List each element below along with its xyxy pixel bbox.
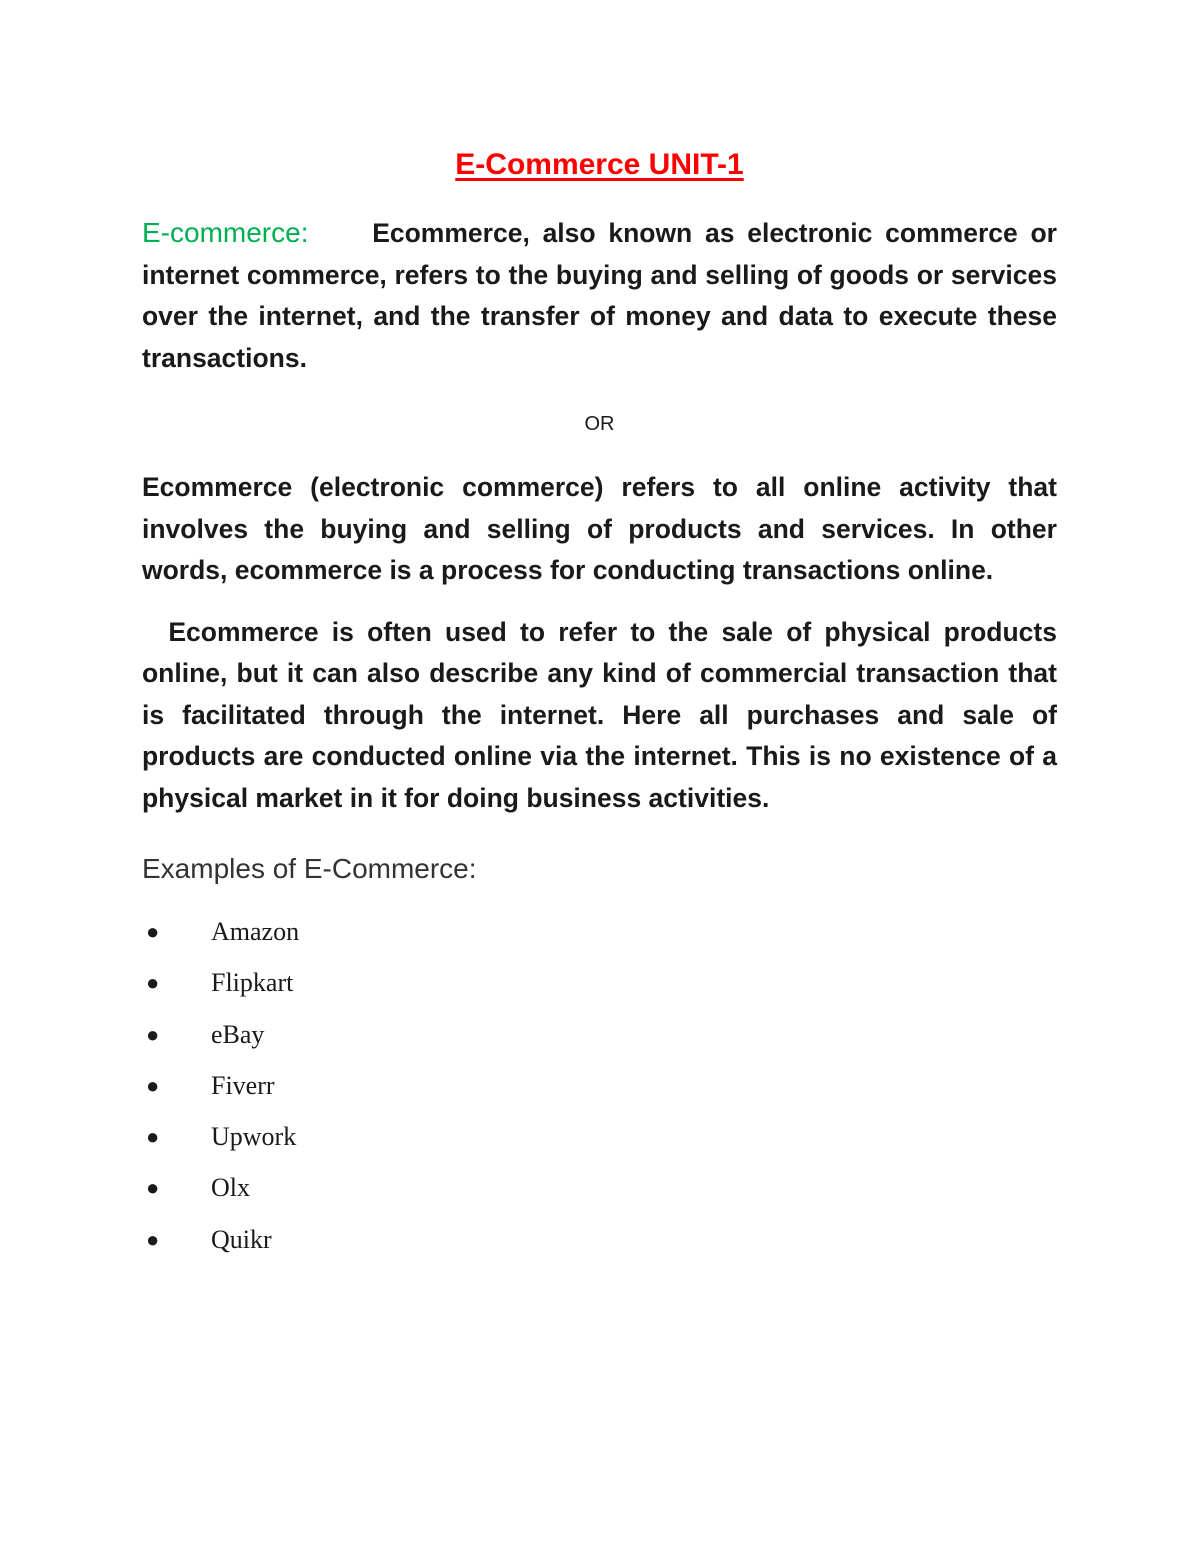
examples-heading: Examples of E-Commerce: — [142, 853, 477, 884]
definition-text: Ecommerce, also known as electronic commerce or internet commerce, refers to the buying and selling of goods or services over the internet, and the transfer of money and data to execute these transactions. — [142, 218, 1057, 373]
paragraph-2: Ecommerce (electronic commerce) refers to all online activity that involves the buying and selling of products and services. In other words, ecommerce is a process for conducting transactions online. — [142, 472, 1057, 585]
list-item: ● Olx — [142, 1171, 1057, 1222]
bullet-icon: ● — [146, 1021, 160, 1047]
bullet-icon: ● — [146, 1072, 160, 1098]
examples-list — [142, 915, 1057, 1274]
bullet-icon: ● — [146, 919, 160, 944]
bullet-icon: ● — [146, 1175, 160, 1201]
paragraph-3 — [142, 612, 1057, 820]
bullet-icon: ● — [146, 1226, 160, 1252]
document-content — [142, 143, 1057, 1274]
list-item: ● Upwork — [142, 1120, 1057, 1171]
list-item: ● eBay — [142, 1018, 1057, 1069]
bullet-icon: ● — [146, 1124, 160, 1150]
paragraph-3-text: Ecommerce is often used to refer to the sale of physical products online, but it can also describe any kind of commercial transaction that is facilitated through the internet. Here all purchases and sale of products are conducted online via the internet. This is no existence of a physical market in it for doing business activities. — [142, 616, 1057, 813]
list-item: ● Amazon — [142, 915, 1057, 966]
list-item: ● Fiverr — [142, 1069, 1057, 1120]
definition-paragraph — [142, 212, 1057, 379]
definition-term: E-commerce: — [142, 217, 309, 248]
page-title: E-Commerce UNIT-1 — [455, 148, 744, 181]
list-item: ● Flipkart — [142, 966, 1057, 1017]
or-separator: OR — [584, 413, 615, 435]
bullet-icon: ● — [146, 970, 160, 996]
list-item: ● Quikr — [142, 1223, 1057, 1274]
